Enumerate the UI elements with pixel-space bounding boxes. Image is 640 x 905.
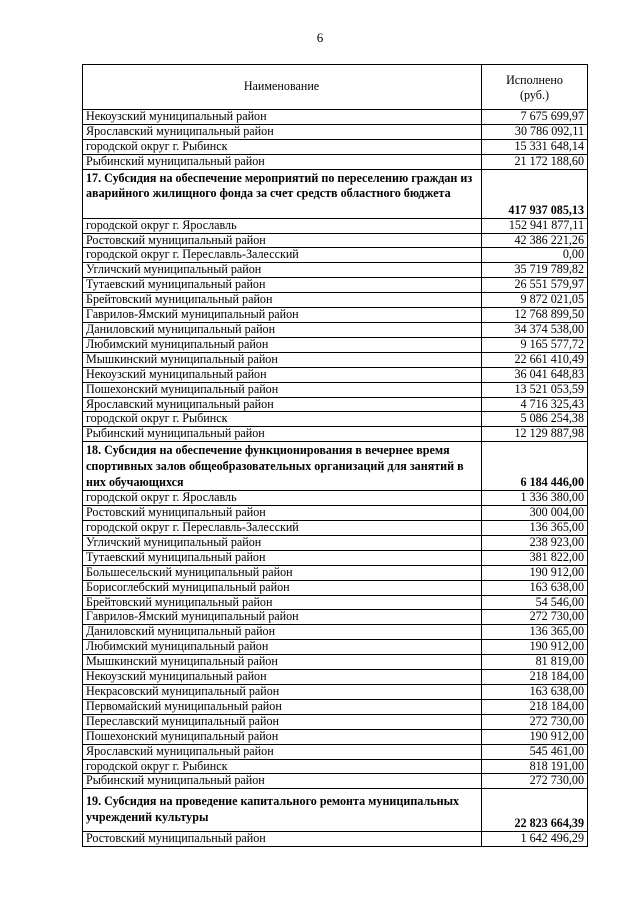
table-row (82, 219, 588, 234)
row-value: 15 331 648,14 (482, 140, 588, 154)
table-row (82, 293, 588, 308)
table-row (82, 730, 588, 745)
row-value: 34 374 538,00 (482, 323, 588, 337)
row-value: 1 336 380,00 (482, 491, 588, 505)
section-17-title: 17. Субсидия на обеспечение мероприятий по переселению граждан из аварийного жилищного фонда за счет средств областного бюджета (82, 170, 482, 218)
row-value: 9 165 577,72 (482, 338, 588, 352)
table-row (82, 155, 588, 170)
rows-before-group (82, 110, 588, 170)
row-value: 26 551 579,97 (482, 278, 588, 292)
row-value: 21 172 188,60 (482, 155, 588, 169)
table-row (82, 536, 588, 551)
table-row (82, 353, 588, 368)
header-value-line2: (руб.) (519, 88, 549, 102)
table-row (82, 506, 588, 521)
section-18-header (82, 442, 588, 491)
row-name: Ростовский муниципальный район (82, 506, 482, 520)
row-name: Некоузский муниципальный район (82, 368, 482, 382)
row-name: Пошехонский муниципальный район (82, 383, 482, 397)
table-row (82, 338, 588, 353)
header-value-line1: Исполнено (506, 73, 563, 87)
table-row (82, 566, 588, 581)
row-name: Брейтовский муниципальный район (82, 293, 482, 307)
row-name: Угличский муниципальный район (82, 263, 482, 277)
row-name: Любимский муниципальный район (82, 338, 482, 352)
table-row (82, 700, 588, 715)
table-row (82, 323, 588, 338)
row-value: 81 819,00 (482, 655, 588, 669)
row-value: 136 365,00 (482, 521, 588, 535)
section-18-title: 18. Субсидия на обеспечение функционирования в вечернее время спортивных залов общеобразовательных организаций для занятий в них обучающихся (82, 442, 482, 490)
row-value: 238 923,00 (482, 536, 588, 550)
page-number: 6 (316, 30, 324, 45)
section-18-rows (82, 491, 588, 789)
row-name: городской округ г. Рыбинск (82, 140, 482, 154)
row-name: Тутаевский муниципальный район (82, 278, 482, 292)
row-value: 9 872 021,05 (482, 293, 588, 307)
row-name: Первомайский муниципальный район (82, 700, 482, 714)
row-name: Переславский муниципальный район (82, 715, 482, 729)
row-name: Тутаевский муниципальный район (82, 551, 482, 565)
table-row (82, 234, 588, 249)
header-name: Наименование (82, 65, 482, 109)
row-name: городской округ г. Рыбинск (82, 760, 482, 774)
row-value: 272 730,00 (482, 774, 588, 788)
row-name: Рыбинский муниципальный район (82, 155, 482, 169)
table-row (82, 640, 588, 655)
row-value: 163 638,00 (482, 685, 588, 699)
row-name: Угличский муниципальный район (82, 536, 482, 550)
row-value: 5 086 254,38 (482, 412, 588, 426)
row-name: Ярославский муниципальный район (82, 398, 482, 412)
table-row (82, 308, 588, 323)
table-row (82, 745, 588, 760)
row-name: Рыбинский муниципальный район (82, 427, 482, 441)
row-value: 12 768 899,50 (482, 308, 588, 322)
row-value: 300 004,00 (482, 506, 588, 520)
row-value: 36 041 648,83 (482, 368, 588, 382)
table-row (82, 551, 588, 566)
row-name: Мышкинский муниципальный район (82, 353, 482, 367)
row-name: Пошехонский муниципальный район (82, 730, 482, 744)
header-value (482, 65, 588, 109)
table-row (82, 368, 588, 383)
row-value: 152 941 877,11 (482, 219, 588, 233)
row-value: 35 719 789,82 (482, 263, 588, 277)
row-name: городской округ г. Переславль-Залесский (82, 248, 482, 262)
table-row (82, 110, 588, 125)
table-row (82, 248, 588, 263)
section-17-header (82, 170, 588, 219)
row-name: городской округ г. Ярославль (82, 491, 482, 505)
row-name: Мышкинский муниципальный район (82, 655, 482, 669)
section-17-total: 417 937 085,13 (482, 170, 588, 218)
row-value: 42 386 221,26 (482, 234, 588, 248)
row-value: 4 716 325,43 (482, 398, 588, 412)
section-18-total: 6 184 446,00 (482, 442, 588, 490)
table-row (82, 278, 588, 293)
row-value: 7 675 699,97 (482, 110, 588, 124)
row-name: Ростовский муниципальный район (82, 832, 482, 846)
table-row (82, 760, 588, 775)
row-name: городской округ г. Переславль-Залесский (82, 521, 482, 535)
table-row (82, 832, 588, 847)
row-name: Даниловский муниципальный район (82, 625, 482, 639)
table-row (82, 581, 588, 596)
row-value: 218 184,00 (482, 670, 588, 684)
budget-table (82, 64, 588, 847)
section-17-rows (82, 219, 588, 443)
table-row (82, 412, 588, 427)
table-row (82, 383, 588, 398)
table-row (82, 491, 588, 506)
table-row (82, 655, 588, 670)
row-name: Большесельский муниципальный район (82, 566, 482, 580)
row-value: 272 730,00 (482, 610, 588, 624)
row-name: городской округ г. Ярославль (82, 219, 482, 233)
row-value: 190 912,00 (482, 566, 588, 580)
table-row (82, 263, 588, 278)
row-value: 30 786 092,11 (482, 125, 588, 139)
table-row (82, 125, 588, 140)
table-row (82, 625, 588, 640)
row-value: 22 661 410,49 (482, 353, 588, 367)
row-name: Даниловский муниципальный район (82, 323, 482, 337)
row-value: 12 129 887,98 (482, 427, 588, 441)
table-row (82, 670, 588, 685)
row-name: Гаврилов-Ямский муниципальный район (82, 610, 482, 624)
row-value: 136 365,00 (482, 625, 588, 639)
row-value: 381 822,00 (482, 551, 588, 565)
row-name: Ярославский муниципальный район (82, 745, 482, 759)
row-name: Ярославский муниципальный район (82, 125, 482, 139)
section-19-header (82, 789, 588, 832)
row-name: Гаврилов-Ямский муниципальный район (82, 308, 482, 322)
row-value: 272 730,00 (482, 715, 588, 729)
table-row (82, 398, 588, 413)
table-row (82, 596, 588, 611)
table-row (82, 715, 588, 730)
row-name: Некоузский муниципальный район (82, 670, 482, 684)
row-value: 190 912,00 (482, 730, 588, 744)
row-name: Борисоглебский муниципальный район (82, 581, 482, 595)
table-row (82, 427, 588, 442)
row-name: Любимский муниципальный район (82, 640, 482, 654)
row-value: 54 546,00 (482, 596, 588, 610)
row-value: 545 461,00 (482, 745, 588, 759)
row-name: Ростовский муниципальный район (82, 234, 482, 248)
row-name: городской округ г. Рыбинск (82, 412, 482, 426)
table-row (82, 140, 588, 155)
row-name: Брейтовский муниципальный район (82, 596, 482, 610)
row-value: 0,00 (482, 248, 588, 262)
row-name: Рыбинский муниципальный район (82, 774, 482, 788)
row-value: 163 638,00 (482, 581, 588, 595)
row-value: 818 191,00 (482, 760, 588, 774)
row-name: Некоузский муниципальный район (82, 110, 482, 124)
row-name: Некрасовский муниципальный район (82, 685, 482, 699)
row-value: 190 912,00 (482, 640, 588, 654)
table-row (82, 685, 588, 700)
section-19-title: 19. Субсидия на проведение капитального ремонта муниципальных учреждений культуры (82, 789, 482, 831)
table-row (82, 610, 588, 625)
table-header (82, 65, 588, 110)
row-value: 218 184,00 (482, 700, 588, 714)
section-19-rows (82, 832, 588, 847)
row-value: 1 642 496,29 (482, 832, 588, 846)
table-row (82, 521, 588, 536)
table-row (82, 774, 588, 789)
section-19-total: 22 823 664,39 (482, 789, 588, 831)
row-value: 13 521 053,59 (482, 383, 588, 397)
